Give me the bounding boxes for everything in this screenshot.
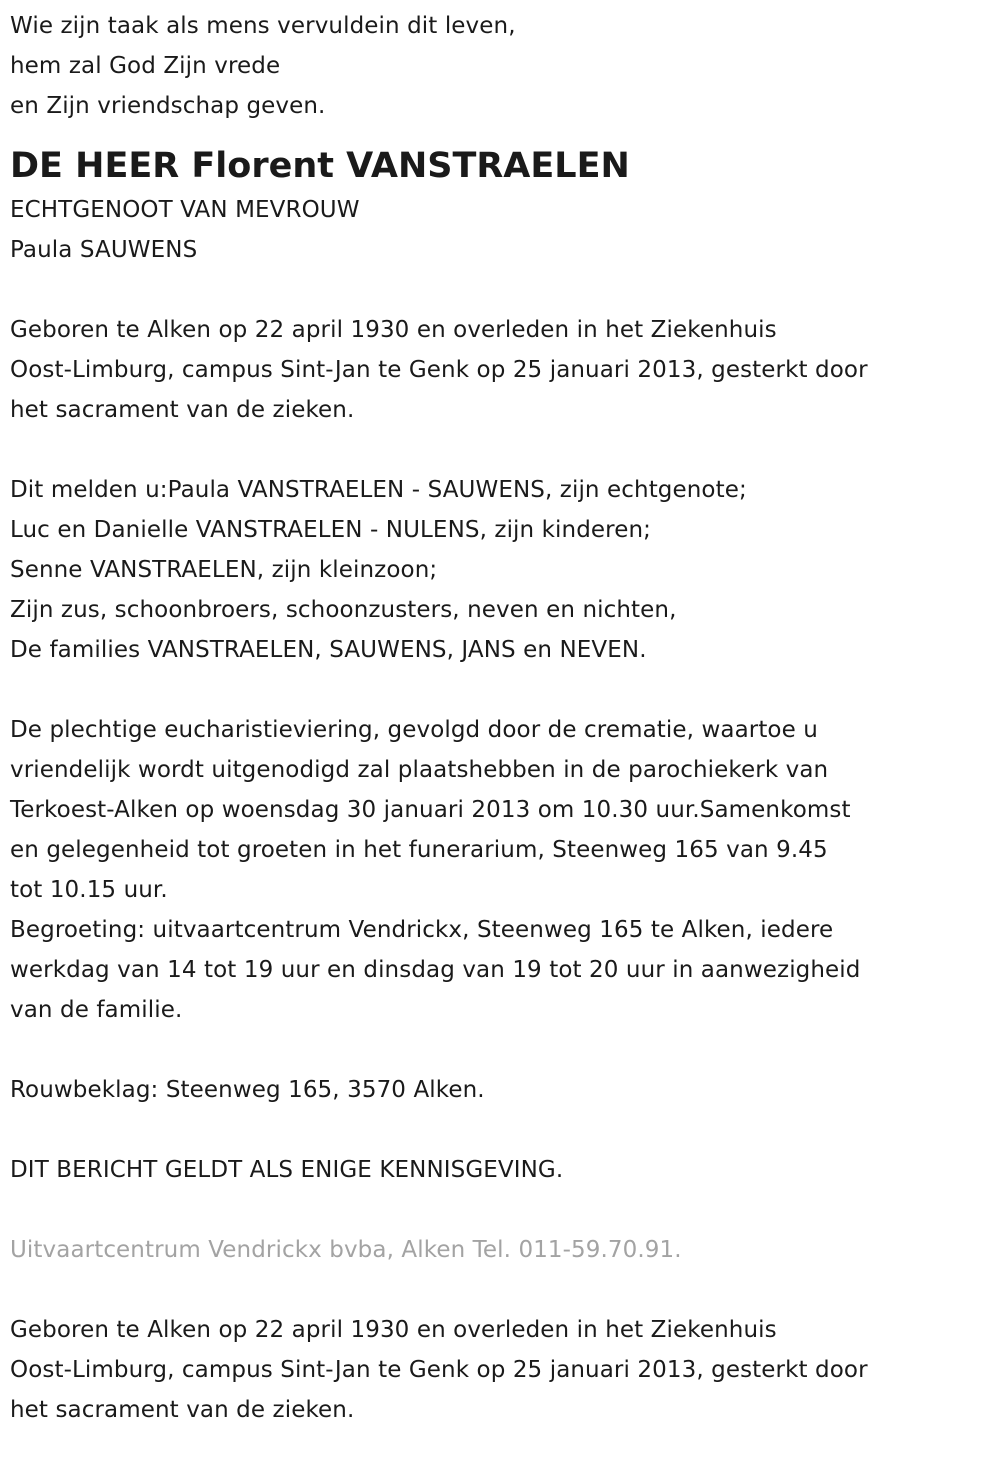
birth-paragraph-repeat	[10, 1310, 1000, 1430]
paragraph-line: Begroeting: uitvaartcentrum Vendrickx, Steenweg 165 te Alken, iedere	[10, 917, 834, 943]
notice-statement: DIT BERICHT GELDT ALS ENIGE KENNISGEVING.	[10, 1157, 564, 1183]
paragraph-line: Oost-Limburg, campus Sint-Jan te Genk op 25 januari 2013, gesterkt door	[10, 1357, 868, 1383]
paragraph-line: vriendelijk wordt uitgenodigd zal plaatshebben in de parochiekerk van	[10, 757, 829, 783]
paragraph-line: het sacrament van de zieken.	[10, 1397, 355, 1423]
paragraph-line: Terkoest-Alken op woensdag 30 januari 2013 om 10.30 uur.Samenkomst	[10, 797, 851, 823]
announcers-paragraph	[10, 470, 1000, 670]
spacer	[10, 270, 1000, 310]
paragraph-line: De plechtige eucharistieviering, gevolgd door de crematie, waartoe u	[10, 717, 818, 743]
paragraph-line: Zijn zus, schoonbroers, schoonzusters, neven en nichten,	[10, 597, 677, 623]
spacer	[10, 1110, 1000, 1150]
paragraph-line: het sacrament van de zieken.	[10, 397, 355, 423]
paragraph-line: van de familie.	[10, 997, 183, 1023]
poem-line: Wie zijn taak als mens vervuldein dit leven,	[10, 13, 516, 39]
deceased-block	[10, 144, 1000, 270]
paragraph-line: werkdag van 14 tot 19 uur en dinsdag van 19 tot 20 uur in aanwezigheid	[10, 957, 861, 983]
poem-line: en Zijn vriendschap geven.	[10, 93, 326, 119]
spacer	[10, 670, 1000, 710]
paragraph-line: Luc en Danielle VANSTRAELEN - NULENS, zijn kinderen;	[10, 517, 652, 543]
spacer	[10, 1030, 1000, 1070]
paragraph-line: De families VANSTRAELEN, SAUWENS, JANS en NEVEN.	[10, 637, 647, 663]
poem	[10, 6, 1000, 126]
birth-paragraph	[10, 310, 1000, 430]
paragraph-line: Oost-Limburg, campus Sint-Jan te Genk op 25 januari 2013, gesterkt door	[10, 357, 868, 383]
poem-line: hem zal God Zijn vrede	[10, 53, 281, 79]
paragraph-line: en gelegenheid tot groeten in het funerarium, Steenweg 165 van 9.45	[10, 837, 828, 863]
paragraph-line: Dit melden u:Paula VANSTRAELEN - SAUWENS, zijn echtgenote;	[10, 477, 747, 503]
spacer	[10, 1190, 1000, 1230]
spacer	[10, 430, 1000, 470]
ceremony-paragraph	[10, 710, 1000, 1030]
paragraph-line: Geboren te Alken op 22 april 1930 en overleden in het Ziekenhuis	[10, 1317, 777, 1343]
paragraph-line: Geboren te Alken op 22 april 1930 en overleden in het Ziekenhuis	[10, 317, 777, 343]
deceased-name: DE HEER Florent VANSTRAELEN	[10, 146, 630, 186]
funeral-home-contact: Uitvaartcentrum Vendrickx bvba, Alken Tel. 011-59.70.91.	[10, 1237, 682, 1263]
deceased-relation: ECHTGENOOT VAN MEVROUW	[10, 197, 360, 223]
spouse-name: Paula SAUWENS	[10, 237, 198, 263]
paragraph-line: Senne VANSTRAELEN, zijn kleinzoon;	[10, 557, 438, 583]
paragraph-line: tot 10.15 uur.	[10, 877, 168, 903]
spacer	[10, 1270, 1000, 1310]
condolence-address: Rouwbeklag: Steenweg 165, 3570 Alken.	[10, 1077, 485, 1103]
